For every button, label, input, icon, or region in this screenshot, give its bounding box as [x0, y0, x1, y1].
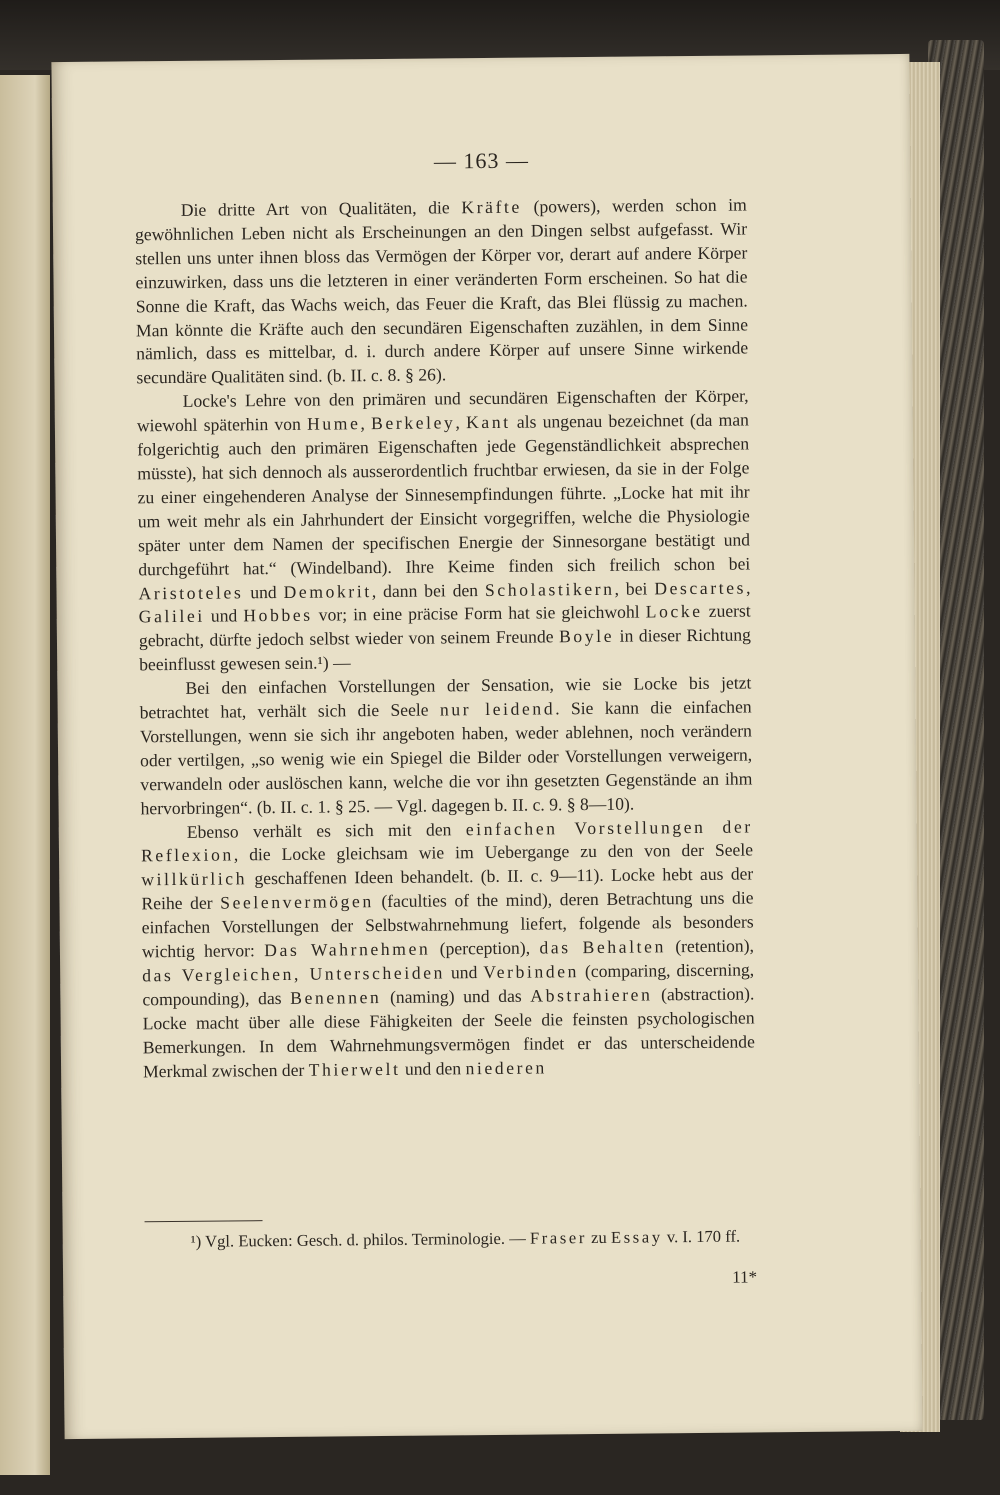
- spaced-emphasis: Fraser: [529, 1228, 588, 1248]
- text-run: (naming) und das: [381, 985, 531, 1007]
- text-run: (comparing, discerning, compounding), das: [142, 959, 755, 1010]
- facing-page-edge: [0, 75, 50, 1475]
- spaced-emphasis: Seelenvermögen: [220, 891, 374, 913]
- text-run: v. I. 170 ff.: [662, 1226, 741, 1247]
- text-run: Locke's Lehre von den primären und secundären Eigenschaften der Körper, wiewohl späterhin von: [136, 385, 749, 436]
- sheet-signature: 11*: [732, 1267, 758, 1287]
- spaced-emphasis: das Vergleichen, Unterscheiden: [142, 962, 446, 986]
- text-run: Bei den einfachen Vorstellungen der Sensation, wie sie Locke bis jetzt betrachtet hat, verhält sich die Seele: [139, 672, 752, 723]
- paragraph: [139, 672, 752, 821]
- spaced-emphasis: einfachen Vorstellungen der Reflexion: [140, 816, 753, 866]
- text-run: (faculties of the mind), deren Betrachtung uns die einfachen Vorstellungen der Selbstwahrnehmung liefert, folgende als besonders wichtig hervor:: [141, 887, 754, 962]
- spaced-emphasis: Berkeley: [370, 412, 456, 434]
- spaced-emphasis: Galilei: [138, 606, 205, 627]
- text-run: . Sie kann die einfachen Vorstellungen, wenn sie sich ihr angeboten haben, weder ablehnen, noch verändern oder vertilgen, „so wenig wie ein Spiegel die Bilder oder Vorstellungen verweigern, verwandeln oder auslöschen kann, welche die vor ihn gesetzten Gegenstände an ihm hervorbringen“. (b. II. c. 1. § 25. — Vgl. dagegen b. II. c. 9. § 8—10).: [139, 696, 753, 818]
- spaced-emphasis: Das Wahrnehmen: [264, 938, 431, 961]
- spaced-emphasis: Abstrahieren: [530, 984, 653, 1006]
- paragraph: [135, 193, 749, 390]
- footnote: [145, 1225, 757, 1253]
- footnote-rule: [145, 1220, 263, 1222]
- text-run: und: [243, 581, 284, 602]
- text-run: zuerst gebracht, dürfte jedoch selbst wieder von seinem Freunde: [138, 600, 751, 651]
- text-run: ,: [455, 412, 467, 433]
- spaced-emphasis: Boyle: [558, 626, 615, 647]
- text-run: vor; in eine präcise Form hat sie gleichwohl: [312, 601, 646, 626]
- paragraph: [141, 815, 755, 1084]
- spaced-emphasis: niederen: [465, 1057, 547, 1078]
- text-run: (powers), werden schon im gewöhnlichen Leben nicht als Erscheinungen an den Dingen selbst aufgefasst. Wir stellen uns unter ihnen bloss das Vermögen der Körper vor, derart auf andere Körper einzuwirken, dass uns die letzteren in einer veränderten Form erscheinen. So hat die Sonne die Kraft, das Wachs weich, das Feuer die Kraft, das Blei flüssig zu machen. Man könnte die Kräfte auch den secundären Eigenschaften zuzählen, in dem Sinne nämlich, dass es mittelbar, d. i. durch andere Körper auf unsere Sinne wirkende secundäre Qualitäten sind. (b. II. c. 8. § 26).: [134, 194, 749, 388]
- spaced-emphasis: Locke: [645, 601, 703, 622]
- text-run: (abstraction). Locke macht über alle diese Fähigkeiten der Seele die feinsten psychologischen Bemerkungen. In dem Wahrnehmungsvermögen findet er das unterscheidende Merkmal zwischen der: [142, 983, 755, 1081]
- spaced-emphasis: Scholastikern: [484, 578, 615, 600]
- text-run: (perception),: [430, 937, 540, 959]
- spaced-emphasis: willkürlich: [141, 868, 248, 890]
- spaced-emphasis: Kräfte: [461, 196, 522, 218]
- spaced-emphasis: Descartes: [654, 577, 747, 598]
- spaced-emphasis: Verbinden: [483, 961, 580, 983]
- spaced-emphasis: Hume: [306, 413, 361, 434]
- text-run: Die dritte Art von Qualitäten, die: [180, 197, 462, 220]
- spaced-emphasis: Hobbes: [243, 605, 313, 626]
- spaced-emphasis: Demokrit: [283, 580, 372, 602]
- text-run: ,: [360, 413, 372, 434]
- spaced-emphasis: Aristoteles: [138, 581, 244, 603]
- text-run: und: [444, 962, 484, 983]
- spaced-emphasis: Kant: [465, 411, 511, 433]
- spaced-emphasis: Benennen: [290, 986, 382, 1008]
- spaced-emphasis: das Behalten: [539, 936, 667, 958]
- paragraph: [137, 385, 752, 678]
- spaced-emphasis: nur leidend: [439, 698, 556, 720]
- text-run: , die Locke gleichsam wie im Uebergange zu den von der Seele: [233, 839, 754, 865]
- body-text: [135, 193, 755, 1083]
- spaced-emphasis: Thierwelt: [308, 1058, 401, 1080]
- text-run: geschaffenen Ideen behandelt. (b. II. c. 9—11). Locke hebt aus der Reihe der: [141, 863, 754, 914]
- spaced-emphasis: Essay: [610, 1227, 663, 1247]
- text-run: zu: [586, 1227, 612, 1248]
- text-run: (retention),: [665, 935, 755, 957]
- text-run: ¹) Vgl. Eucken: Gesch. d. philos. Terminologie. —: [190, 1228, 530, 1251]
- text-run: , bei: [614, 577, 655, 599]
- text-run: , dann bei den: [371, 579, 486, 601]
- text-run: ,: [745, 576, 751, 598]
- text-run: in dieser Richtung beeinflusst gewesen sein.¹) —: [139, 624, 752, 675]
- text-run: und den: [400, 1057, 466, 1079]
- page-number: — 163 —: [433, 147, 529, 174]
- text-run: und: [204, 605, 244, 627]
- book-page: [51, 54, 922, 1439]
- text-run: als ungenau bezeichnet (da man folgerichtig auch den primären Eigenschaften jede Gegenständlichkeit absprechen müsste), hat sich dennoch als ausserordentlich fruchtbar erwiesen, da sie in der Folge zu einer eingehenderen Analyse der Sinnesempfindungen führte. „Locke hat mit ihr um weit mehr als ein Jahrhundert der Einsicht vorgegriffen, welche die Physiologie später unter dem Namen der specifischen Energie der Sinnesorgane bestätigt und durchgeführt hat.“ (Windelband). Ihre Keime finden sich freilich schon bei: [137, 409, 751, 579]
- text-run: Ebenso verhält es sich mit den: [186, 818, 466, 842]
